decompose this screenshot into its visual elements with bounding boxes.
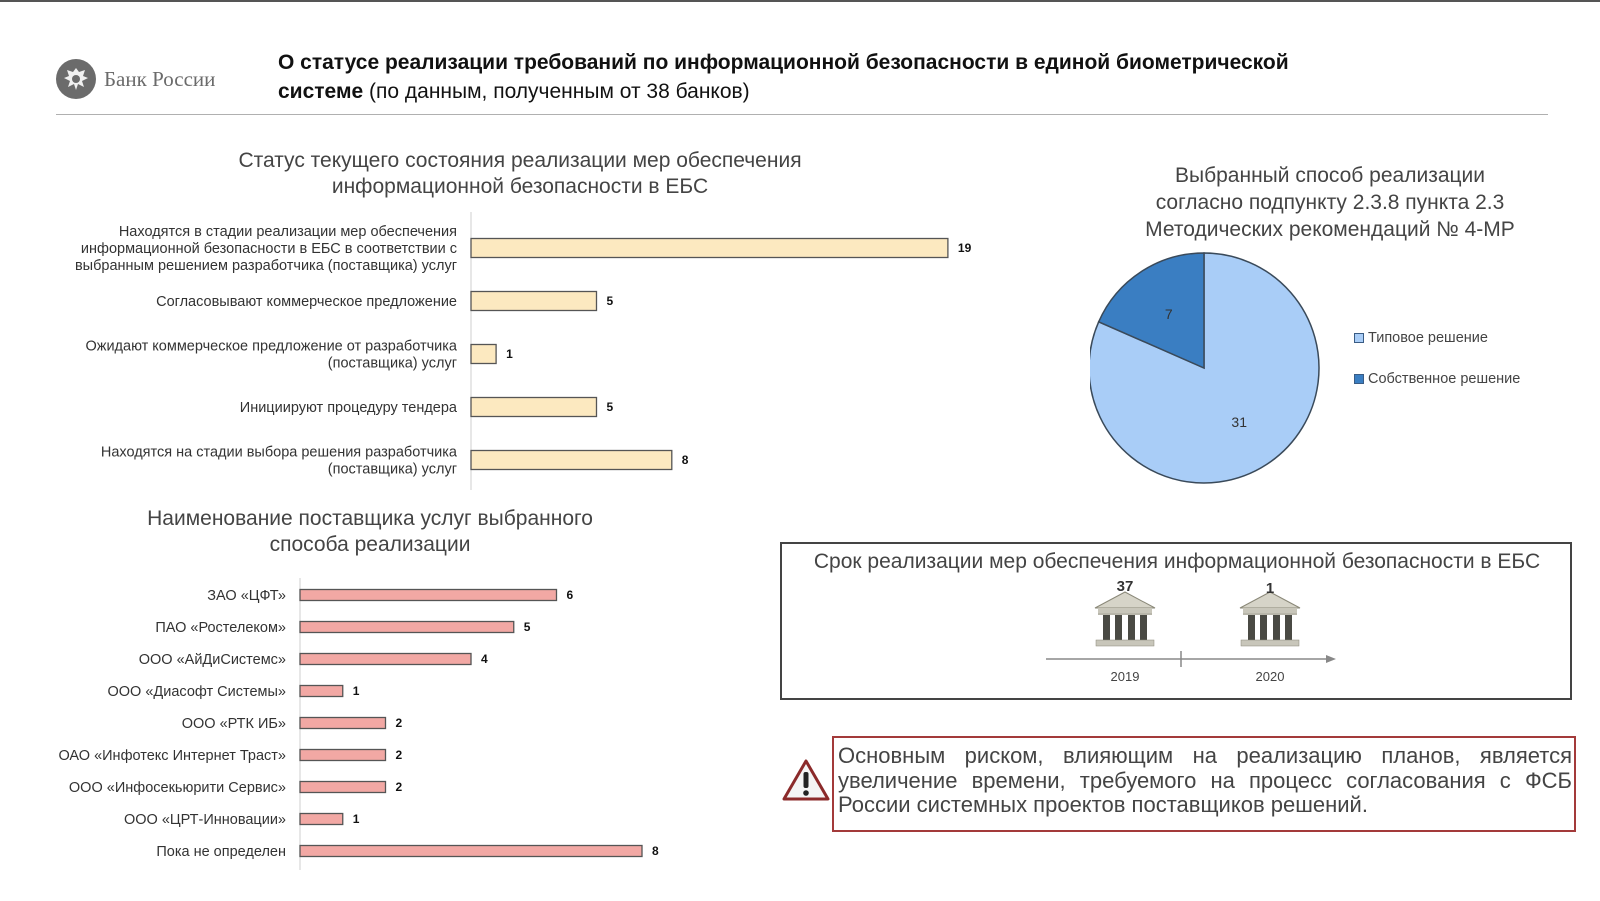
bar-value-label: 1 [506, 347, 513, 361]
bar-value-label: 1 [352, 812, 360, 826]
bar-value-label: 8 [681, 453, 689, 467]
warning-icon [782, 758, 830, 802]
pie-chart-title-line: Методических рекомендаций № 4-МР [1145, 218, 1515, 241]
bar [300, 686, 343, 697]
header-divider [56, 114, 1548, 115]
logo-text: Банк России [104, 66, 216, 91]
category-label: ЗАО «ЦФТ» [207, 588, 286, 604]
pie-chart-title-line: Выбранный способ реализации [1175, 164, 1485, 187]
page-title-bold-2: системе [278, 80, 364, 103]
category-label: (поставщика) услуг [327, 355, 457, 372]
bank-building-icon [1095, 592, 1155, 646]
category-label: Находятся на стадии выбора решения разработчика [100, 444, 457, 461]
pie-chart-title [1080, 162, 1580, 243]
timeline-year-2019: 2019 [1110, 669, 1140, 684]
status-chart-title [160, 148, 880, 200]
bar-value-label: 2 [395, 780, 403, 794]
bar-value-label: 5 [523, 620, 531, 634]
vendor-chart-title [80, 506, 660, 558]
bar [300, 622, 514, 633]
bar [471, 239, 948, 258]
pie-value-label: 7 [1164, 306, 1173, 323]
category-label: ПАО «Ростелеком» [155, 620, 286, 636]
page-title [278, 48, 1558, 106]
timeline-arrow-icon [1326, 655, 1336, 663]
bar-value-label: 19 [957, 241, 972, 255]
page-title-rest: (по данным, полученным от 38 банков) [363, 80, 750, 103]
vendor-chart-title-line: Наименование поставщика услуг выбранного [147, 507, 593, 530]
bar [300, 590, 557, 601]
bank-logo [56, 58, 246, 100]
vendor-chart-title-line: способа реализации [269, 533, 471, 556]
pie-chart [1090, 246, 1340, 486]
bar-value-label: 5 [606, 294, 614, 308]
risk-text: Основным риском, влияющим на реализацию планов, является увеличение времени, требуемого на процесс согласования с ФСБ России системных проектов поставщиков решений. [838, 743, 1572, 817]
status-chart-title-line: Статус текущего состояния реализации мер обеспечения [238, 149, 802, 172]
category-label: ООО «Инфосекьюрити Сервис» [68, 780, 286, 796]
category-label: ООО «ЦРТ-Инновации» [123, 812, 286, 828]
bar-value-label: 4 [481, 652, 488, 666]
eagle-emblem-icon [56, 59, 96, 99]
timeline-count-2020: 1 [1265, 580, 1275, 597]
category-label: информационной безопасности в ЕБС в соответствии с [80, 241, 457, 257]
timeline-graphic [1030, 580, 1360, 692]
category-label: ООО «АйДиСистемс» [138, 652, 286, 668]
page-title-bold-1: О статусе реализации требований по информационной безопасности в единой биометрической [278, 51, 1289, 74]
legend-label: Собственное решение [1368, 371, 1521, 387]
bar-value-label: 1 [352, 684, 360, 698]
bar [300, 718, 386, 729]
category-label: ОАО «Инфотекс Интернет Траст» [58, 748, 286, 764]
bar [300, 814, 343, 825]
pie-legend [1354, 328, 1520, 410]
legend-swatch [1354, 333, 1364, 343]
bar [471, 451, 672, 470]
legend-item-own [1354, 369, 1520, 389]
category-label: Пока не определен [156, 844, 286, 860]
bar [300, 782, 386, 793]
status-chart-title-line: информационной безопасности в ЕБС [331, 175, 709, 198]
bank-building-icon [1240, 592, 1300, 646]
pie-value-label: 31 [1231, 413, 1248, 430]
pie-chart-title-line: согласно подпункту 2.3.8 пункта 2.3 [1155, 191, 1505, 214]
bar-value-label: 6 [566, 588, 574, 602]
legend-label: Типовое решение [1368, 330, 1488, 346]
status-chart [0, 212, 1000, 490]
bar [471, 292, 597, 311]
bar-value-label: 5 [606, 400, 614, 414]
category-label: ООО «Диасофт Системы» [107, 684, 286, 700]
category-label: Согласовывают коммерческое предложение [156, 294, 457, 310]
category-label: Находятся в стадии реализации мер обеспечения [118, 224, 457, 240]
category-label: ООО «РТК ИБ» [181, 716, 286, 732]
legend-swatch [1354, 374, 1364, 384]
category-label: Ожидают коммерческое предложение от разработчика [85, 338, 457, 355]
category-label: Инициируют процедуру тендера [239, 400, 457, 416]
top-rule [0, 0, 1600, 2]
bar [300, 846, 642, 857]
category-label: выбранным решением разработчика (поставщика) услуг [74, 258, 457, 274]
timeline-title: Срок реализации мер обеспечения информационной безопасности в ЕБС [813, 550, 1541, 573]
category-label: (поставщика) услуг [327, 461, 457, 478]
bar [471, 345, 496, 364]
timeline-count-2019: 37 [1116, 580, 1134, 595]
bar-value-label: 8 [652, 844, 659, 858]
bar [300, 750, 386, 761]
bar-value-label: 2 [395, 716, 403, 730]
vendor-chart [0, 578, 700, 870]
bar [471, 398, 597, 417]
legend-item-typical [1354, 328, 1520, 348]
bar [300, 654, 471, 665]
bar-value-label: 2 [395, 748, 403, 762]
timeline-year-2020: 2020 [1255, 669, 1285, 684]
